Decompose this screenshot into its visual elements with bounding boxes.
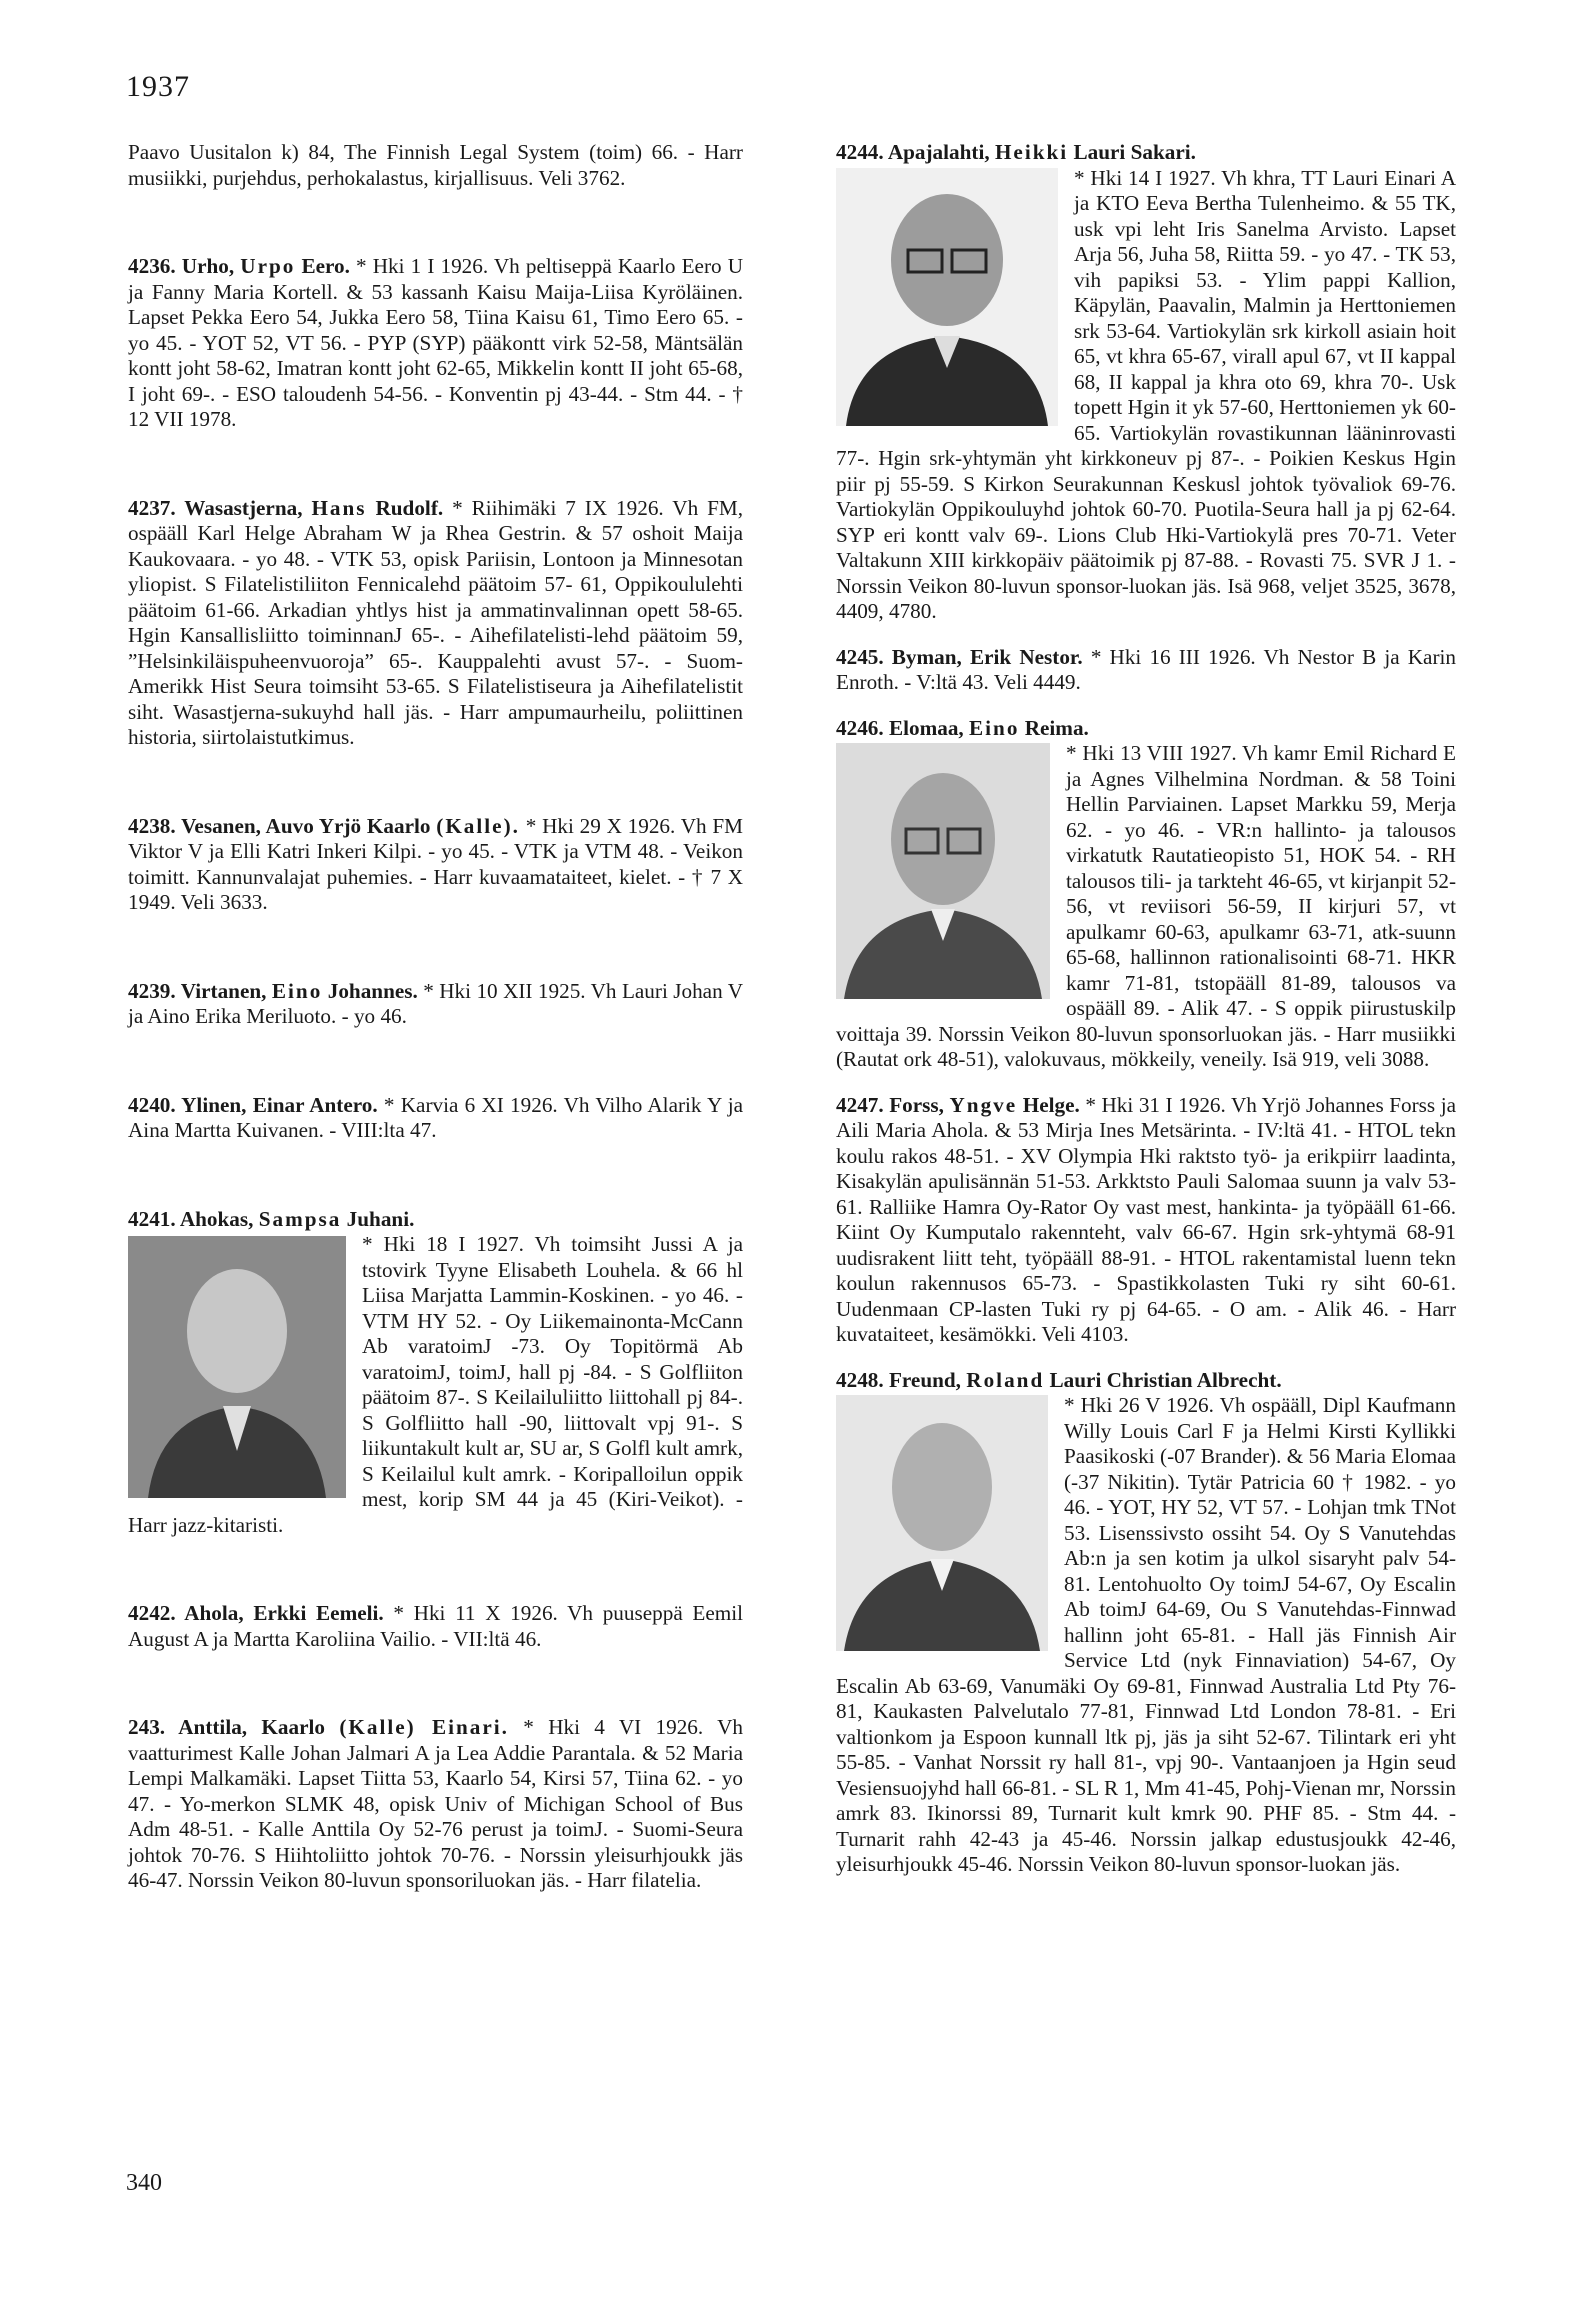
page-number: 340 [126, 2170, 162, 2196]
entry-number: 4241. [128, 1206, 176, 1231]
entry-4246 [836, 716, 1456, 1073]
entry-4235-continuation [128, 140, 743, 191]
entry-number: 4236. [128, 254, 176, 278]
entry-given-name: Erkki [253, 1601, 307, 1625]
right-column [836, 140, 1456, 1878]
entry-number: 4248. [836, 1367, 884, 1392]
entry-text: * Hki 31 I 1926. Vh Yrjö Johannes Forss ja Aili Maria Ahola. & 53 Mirja Ines Metsärinta. - IV:ltä 41. - HTOL tekn koulu rakos 48-51. - XV Olympia Hki raktsto työ- ja erikpiirr laadinta, Kisakylän apulisännän 51-53. Arkktsto Pauli Salomaa suunn ja valv 53-61. Ralliike Hamra Oy-Rator Oy vast mest, hankinta- ja työpääll 61-66. Kiint Oy Kumputalo rakennteht, valv 66-67. Hgin srk-yhtymä 68-91 uudisrakent liitt teht, työpääll 88-91. - HTOL rakentamistal luenn tekn koulun rakennusos 65-73. - Spastikkolasten Tuki ry siht 60-61. Uudenmaan CP-lasten Tuki ry pj 64-65. - O am. - Alik 46. - Harr kuvataiteet, kesämökki. Veli 4103. [836, 1092, 1456, 1346]
portrait-photo [836, 743, 1050, 999]
portrait-figure-icon [128, 1236, 346, 1498]
entry-4241 [128, 1207, 743, 1539]
entry-4244 [836, 140, 1456, 625]
entry-given-name: Eino [271, 978, 323, 1003]
entry-text: * Hki 13 VIII 1927. Vh kamr Emil Richard E ja Agnes Vilhelmina Nordman. & 58 Toini Hellin Parviainen. Lapset Markku 59, Merja 62. - yo 46. - VR:n hallinto- ja talousos virkatutk Rautatieopisto 51, HOK 54. - RH talousos tili- ja tarkteht 46-65, vt kirjanpit 52-56, vt reviisori 56-59, II kirjuri 57, vt apulkamr 60-63, apulkamr 63-71, atk-suunn 65-68, hallinnon rationalisointi 68-71. HKR kamr 71-81, tstopääll 81-89, talousos va ospääll 89. - Alik 47. - S oppik piirustuskilp voittaja 39. Norssin Veikon 80-luvun sponsorluokan jäs. - Harr musiikki (Rautat ork 48-51), valokuvaus, mökkeily, veneily. Isä 919, veli 3088. [836, 741, 1456, 1071]
entry-other-names: Lauri Sakari. [1073, 140, 1196, 164]
entry-text: * Hki 16 III 1926. Vh Nestor B ja Karin Enroth. - V:ltä 43. Veli 4449. [836, 644, 1456, 694]
portrait-figure-icon [836, 168, 1058, 426]
entry-other-names: Lauri Christian Albrecht. [1049, 1367, 1282, 1392]
entry-4247 [836, 1093, 1456, 1348]
entry-4243 [128, 1715, 743, 1894]
entry-number: 4240. [128, 1092, 176, 1117]
entry-text: * Hki 14 I 1927. Vh khra, TT Lauri Einari A ja KTO Eeva Bertha Tulenheimo. & 55 TK, usk vpi leht Iris Sanelma Arvisto. Lapset Arja 56, Juha 58, Riitta 59. - yo 47. - TK 53, vih papiksi 53. - Ylim pappi Kallion, Käpylän, Paavalin, Malmin ja Herttoniemen srk 53-64. Vartiokylän srk kirkoll asiain hoit 65, vt khra 65-67, virall apul 67, vt II kappal 68, II kappal ja khra oto 69, khra 70-. Usk topett Hgin it yk 57-60, Herttoniemen yk 60-65. Vartiokylän rovastikunnan lääninrovasti 77-. Hgin srk-yhtymän yht kirkkoneuv pj 87-. - Poikien Keskus Hgin piir pj 55-59. S Kirkon Seurakunnan Keskusl johtok työvaliok 69-76. Vartiokylän Oppikouluyhd johtok 60-70. Puotila-Seura hall ja pj 62-64. SYP eri kontt valv 69-. Lions Club Hki-Vartiokylä pres 70-71. Veter Valtakunn XIII kirkkopäiv päätoimik pj 87-88. - Rovasti 75. SVR J 1. - Norssin Veikon 80-luvun sponsor-luokan jäs. Isä 968, veljet 3525, 3678, 4409, 4780. [836, 165, 1456, 623]
entry-surname: Anttila, [178, 1715, 248, 1739]
entry-other-names: Nestor. [1019, 644, 1083, 669]
entry-number: 4246. [836, 715, 884, 740]
entry-given-name: Heikki [994, 140, 1069, 164]
entry-number: 4238. [128, 813, 176, 838]
entry-text: * Hki 11 X 1926. Vh puuseppä Eemil August A ja Martta Karoliina Vailio. - VII:ltä 46. [128, 1601, 744, 1651]
entry-given-name: Erik [969, 644, 1012, 669]
entry-given-name: Sampsa [258, 1206, 342, 1231]
entry-surname: Ylinen, [181, 1092, 247, 1117]
entry-other-names: Helge. [1022, 1092, 1080, 1117]
entry-4242 [128, 1601, 743, 1652]
entry-surname: Elomaa, [888, 715, 964, 740]
entry-4237 [128, 496, 743, 751]
entry-surname: Ahola, [184, 1601, 244, 1625]
entry-number: 4242. [128, 1601, 176, 1625]
entry-surname: Ahokas, [179, 1206, 254, 1231]
entry-other-names: Eero. [301, 254, 350, 278]
entry-number: 243. [128, 1715, 166, 1739]
entry-text: * Karvia 6 XI 1926. Vh Vilho Alarik Y ja Aina Martta Kuivanen. - VIII:lta 47. [128, 1092, 743, 1142]
entry-text: * Hki 1 I 1926. Vh peltiseppä Kaarlo Eero U ja Fanny Maria Kortell. & 53 kassanh Kaisu Maija-Liisa Kyröläinen. Lapset Pekka Eero 54, Jukka Eero 58, Tiina Kaisu 61, Timo Eero 65. - yo 45. - YOT 52, VT 56. - PYP (SYP) pääkontt virk 52-58, Mäntsälän kontt joht 58-62, Imatran kontt joht 62-65, Mikkelin kontt II joht 65-68, I joht 69-. - ESO taloudenh 54-56. - Konventin pj 43-44. - Stm 44. - † 12 VII 1978. [128, 254, 744, 431]
entry-surname: Urho, [181, 254, 235, 278]
entry-other-names: Eemeli. [316, 1601, 384, 1625]
portrait-photo [128, 1236, 346, 1498]
entry-4236 [128, 254, 743, 433]
entry-number: 4239. [128, 978, 176, 1003]
entry-number: 4237. [128, 495, 176, 520]
entry-surname: Forss, [889, 1092, 944, 1117]
entry-given-name: Eino [969, 715, 1020, 740]
entry-surname: Byman, [891, 644, 962, 669]
entry-surname: Vesanen, [181, 813, 261, 838]
entry-other-names: Antero. [309, 1092, 378, 1117]
entry-4245 [836, 645, 1456, 696]
entry-text: * Hki 26 V 1926. Vh ospääll, Dipl Kaufmann Willy Louis Carl F ja Helmi Kirsti Kyllikki Paasikoski (-07 Brander). & 56 Maria Elomaa (-37 Nikitin). Tytär Patricia 60 † 1982. - yo 46. - YOT, HY 52, VT 57. - Lohjan tmk TNot 53. Lisenssivsto ossiht 54. Oy S Vanutehdas Ab:n ja sen kotim ja ulkol sisaryht palv 54-81. Lentohuolto Oy toimJ 54-67, Oy Escalin Ab toimJ 64-69, Ou S Vanutehdas-Finnwad hallinn joht 65-81. - Hall jäs Finnish Air Service Ltd (nyk Finnaviation) 54-67, Oy Escalin Ab 63-69, Vanumäki Oy 69-81, Finnwad Australia Ltd Pty 76-81, Kaukasten Palvelutalo 77-81, Finnwad Ltd London 78-81. - Eri valtionkom ja Espoon kunnall ltk pj, jäs ja siht 52-67. Tilintark eri yht 55-85. - Vanhat Norssit ry hall 81-, vpj 90-. Vantaanjoen ja Hgin seud Vesiensuojyhd hall 66-81. - SL R 1, Mm 41-45, Pohj-Vienan mr, Norssin amrk 83. Ikinorssi 89, Turnarit kult kmrk 90. PHF 85. - Stm 44. - Turnarit rahh 42-43 ja 45-46. Norssin jalkap edustusjoukk 42-46, yleisurhjoukk 45-46. Norssin Veikon 80-luvun sponsor-luokan jäs. [836, 1393, 1456, 1876]
entry-text: * Hki 10 XII 1925. Vh Lauri Johan V ja Aino Erika Meriluoto. - yo 46. [128, 978, 744, 1028]
entry-given-name: Einar [252, 1092, 305, 1117]
entry-4239 [128, 979, 743, 1030]
page-year-heading: 1937 [126, 70, 190, 103]
entry-surname: Wasastjerna, [184, 495, 303, 520]
entry-given-name: Roland [966, 1367, 1045, 1392]
entry-4238 [128, 814, 743, 916]
entry-text: * Riihimäki 7 IX 1926. Vh FM, ospääll Karl Helge Abraham W ja Rhea Gestrin. & 57 oshoit Maija Kaukovaara. - yo 48. - VTK 53, opisk Pariisin, Lontoon ja Minnesotan yliopist. S Filatelistiliiton Fennicalehd päätoim 57- 61, Oppikoululehti päätoim 61-66. Arkadian yhtlys hist ja ammatinvalinnan opett 58-65. Hgin Kansallisliitto toiminnanJ 65-. - Aihefilatelisti-lehd päätoim 59, ”Helsinkiläispuheenvuoroja” 65-. Kauppalehti avust 57-. - Suom-Amerikk Hist Seura toimsiht 53-65. S Filatelistiseura ja Aihefilatelistit siht. Wasastjerna-sukuyhd hall jäs. - Harr ampumaurheilu, poliittinen historia, siirtolaistutkimus. [128, 495, 744, 749]
portrait-figure-icon [836, 1395, 1048, 1651]
entry-other-names: Johannes. [327, 978, 418, 1003]
entry-text: Paavo Uusitalon k) 84, The Finnish Legal System (toim) 66. - Harr musiikki, purjehdus, perhokalastus, kirjallisuus. Veli 3762. [128, 140, 743, 190]
entry-text: * Hki 18 I 1927. Vh toimsiht Jussi A ja tstovirk Tyyne Elisabeth Louhela. & 66 hl Liisa Marjatta Lammin-Koskinen. - yo 46. - VTM HY 52. - Oy Liikemainonta-McCann Ab varatoimJ -73. Oy Topitörmä Ab varatoimJ, toimJ, hall pj -84. - S Golfliiton päätoim 87-. S Keilailuliitto liittohall pj 84-. S Golfliitto hall -90, liittovalt vpj 91-. S liikuntakult kult ar, SU ar, S Golfl kult amrk, S Keilailul kult amrk. - Koripalloilun oppik mest, korip SM 44 ja 45 (Kiri-Veikot). - Harr jazz-kitaristi. [128, 1232, 743, 1537]
entry-number: 4244. [836, 140, 884, 164]
entry-given-name: Kaarlo [261, 1715, 325, 1739]
portrait-figure-icon [836, 743, 1050, 999]
entry-given-name: Yngve [949, 1092, 1018, 1117]
portrait-photo [836, 168, 1058, 426]
left-column [128, 140, 743, 1894]
entry-surname: Virtanen, [180, 978, 267, 1003]
entry-other-names: (Kalle). [436, 813, 520, 838]
entry-4240 [128, 1093, 743, 1144]
entry-4248 [836, 1368, 1456, 1878]
entry-other-names: Reima. [1024, 715, 1089, 740]
entry-number: 4247. [836, 1092, 884, 1117]
entry-given-name: Urpo [240, 254, 296, 278]
entry-text: * Hki 29 X 1926. Vh FM Viktor V ja Elli Katri Inkeri Kilpi. - yo 45. - VTK ja VTM 48. - Veikon toimitt. Kannunvalajat puhemies. - Harr kuvaamataiteet, kielet. - † 7 X 1949. Veli 3633. [128, 813, 743, 914]
entry-other-names: Rudolf. [375, 495, 444, 520]
entry-given-name: Hans [311, 495, 367, 520]
entry-surname: Apajalahti, [887, 140, 990, 164]
entry-number: 4245. [836, 644, 884, 669]
entry-given-name: Auvo Yrjö Kaarlo [265, 813, 431, 838]
entry-other-names: (Kalle) Einari. [339, 1715, 509, 1739]
entry-surname: Freund, [888, 1367, 961, 1392]
portrait-photo [836, 1395, 1048, 1651]
entry-text: * Hki 4 VI 1926. Vh vaatturimest Kalle Johan Jalmari A ja Lea Addie Parantala. & 52 Maria Lempi Malkamäki. Lapset Tiitta 53, Kaarlo 54, Kirsi 57, Tiina 62. - yo 47. - Yo-merkon SLMK 48, opisk Univ of Michigan School of Bus Adm 48-51. - Kalle Anttila Oy 52-76 perust ja toimJ. - Suomi-Seura johtok 70-76. S Hiihtoliitto johtok 70-76. - Norssin yleisurhjoukk jäs 46-47. Norssin Veikon 80-luvun sponsoriluokan jäs. - Harr filatelia. [128, 1715, 744, 1892]
entry-other-names: Juhani. [346, 1206, 415, 1231]
